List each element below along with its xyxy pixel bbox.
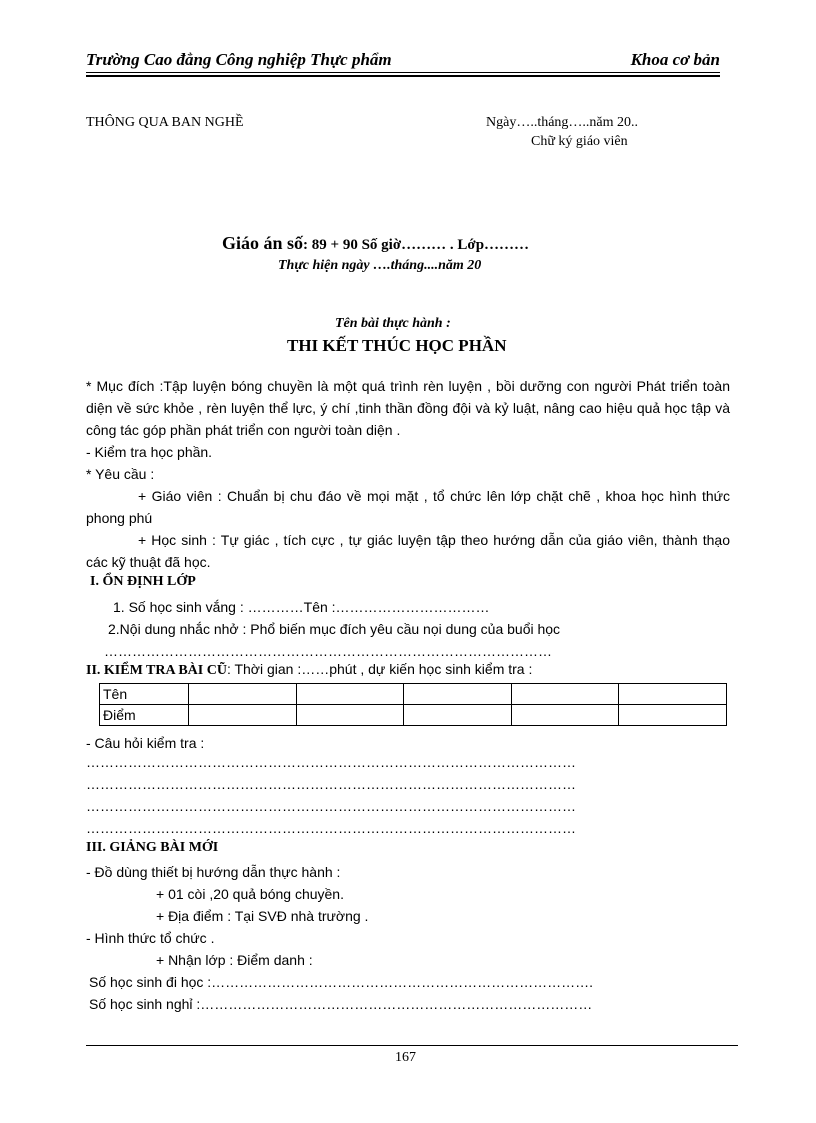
table-cell[interactable] [189,705,297,726]
approval-label: THÔNG QUA BAN NGHỀ [86,115,244,130]
reminder-dots: …………………………………………………………………………………… [104,643,552,659]
reminder-line: 2.Nội dung nhắc nhở : Phổ biến mục đích yêu cầu nọi dung của buổi học [108,621,561,637]
table-cell[interactable] [511,684,619,705]
school-name: Trường Cao đẳng Công nghiệp Thực phẩm [86,50,392,69]
table-cell[interactable] [296,705,404,726]
table-cell[interactable] [404,684,512,705]
table-cell[interactable] [296,684,404,705]
table-header-cell: Điểm [100,705,189,726]
table-cell[interactable] [511,705,619,726]
absent-students-line: 1. Số học sinh vắng : …………Tên :…………………………… [113,599,490,615]
approval-date: Ngày…..tháng…..năm 20.. [486,115,639,130]
lesson-plan-line [222,233,529,254]
present-students-line: Số học sinh đi học :………………………………………………………………………. [89,974,594,990]
equipment-item-location: + Địa điểm : Tại SVĐ nhà trường . [156,908,369,924]
question-label: - Câu hỏi kiểm tra : [86,735,205,751]
header-rule [86,72,720,73]
section1-title: I. ỔN ĐỊNH LỚP [90,574,196,589]
equipment-label: - Đồ dùng thiết bị hướng dẫn thực hành : [86,864,341,880]
section2-line [86,661,532,679]
lesson-plan-details: : 89 + 90 Số giờ……… . Lớp……… [303,237,530,253]
question-dots-line: …………………………………………………………………………………………… [86,754,576,770]
purpose-paragraph: * Mục đích :Tập luyện bóng chuyền là một quá trình rèn luyện , bồi dưỡng con người Phát triển toàn diện về sức khỏe , rèn luyện thể lực, ý chí ,tinh thần đồng đội và kỷ luật, nâng cao hiệu quả học tập và công tác góp phần phát triển con người toàn diện . [86,378,730,438]
teacher-requirement: + Giáo viên : Chuẩn bị chu đáo về mọi mặt , tổ chức lên lớp chặt chẽ , khoa học hình thức phong phú [86,488,730,526]
lesson-subtitle: Tên bài thực hành : [335,316,451,331]
lesson-title: THI KẾT THÚC HỌC PHẦN [287,336,507,355]
section2-details: : Thời gian :……phút , dự kiến học sinh kiểm tra : [226,661,533,677]
teacher-signature-label: Chữ ký giáo viên [531,134,628,149]
section3-title: III. GIẢNG BÀI MỚI [86,840,219,855]
lesson-plan-label: Giáo án số [222,233,304,253]
footer-rule [86,1045,738,1046]
page-number: 167 [395,1050,416,1065]
organization-label: - Hình thức tổ chức . [86,930,215,946]
roll-call-line: + Nhận lớp : Điểm danh : [156,952,313,968]
requirements-label: * Yêu cầu : [86,466,155,482]
check-line: - Kiểm tra học phần. [86,444,213,460]
table-header-cell: Tên [100,684,189,705]
table-cell[interactable] [619,705,727,726]
table-cell[interactable] [189,684,297,705]
equipment-item-whistle: + 01 còi ,20 quả bóng chuyền. [156,886,344,902]
department-name: Khoa cơ bản [630,50,720,69]
lesson-date: Thực hiện ngày ….tháng....năm 20 [278,258,482,273]
table-row [100,684,727,705]
table-cell[interactable] [619,684,727,705]
question-dots-line: …………………………………………………………………………………………… [86,798,576,814]
table-cell[interactable] [404,705,512,726]
student-requirement: + Học sinh : Tự giác , tích cực , tự giác luyện tập theo hướng dẫn của giáo viên, thành thạo các kỹ thuật đã học. [86,532,730,570]
question-dots-line: …………………………………………………………………………………………… [86,820,576,836]
section2-title: II. KIỂM TRA BÀI CŨ [86,663,227,678]
header-rule-thick [86,75,720,77]
score-table [99,683,727,726]
question-dots-line: …………………………………………………………………………………………… [86,776,576,792]
absent-count-line: Số học sinh nghỉ :………………………………………………………………………… [89,996,593,1012]
table-row [100,705,727,726]
